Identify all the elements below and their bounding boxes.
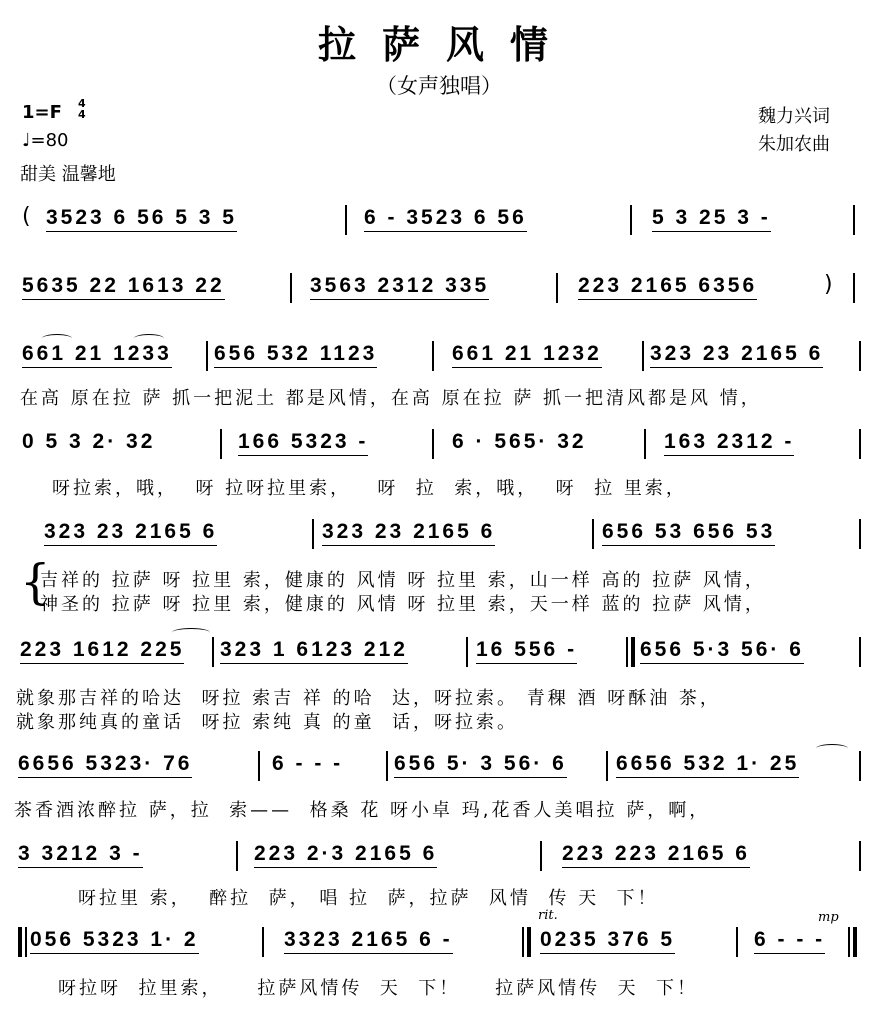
composer-credit: 朱加农曲: [758, 134, 830, 155]
notation-line-8-m2: 223 2·3 2165 6: [254, 842, 437, 868]
notation-line-2-m1: 5635 22 1613 22: [22, 274, 225, 300]
notation-line-8-m1: 3 3212 3 -: [18, 842, 143, 868]
barline: [258, 751, 260, 781]
barline: [345, 205, 347, 235]
expression-marking: 甜美 温馨地: [20, 164, 116, 185]
barline: [642, 341, 644, 371]
lyric-line-6-verse-2: 就象那纯真的童话 呀拉 索纯 真 的童 话，呀拉索。: [16, 712, 519, 733]
notation-line-9-m1: 056 5323 1· 2: [30, 928, 199, 954]
notation-line-4-m1: 0 5 3 2· 32: [22, 430, 156, 453]
repeat-start-barline-thick: [18, 927, 22, 957]
ritardando-marking: rit.: [538, 908, 558, 923]
lyric-line-3: 在高 原在拉 萨 抓一把泥土 都是风情，在高 原在拉 萨 抓一把清风都是风 情，: [20, 388, 762, 409]
lyric-line-8: 呀拉里 索， 醉拉 萨， 唱 拉 萨，拉萨 风情 传 天 下！: [78, 888, 659, 909]
barline: [859, 341, 861, 371]
song-subtitle: （女声独唱）: [376, 74, 502, 98]
barline: [644, 429, 646, 459]
notation-line-9-m4: 6 - - -: [754, 928, 825, 954]
notation-line-9-m3: 0235 376 5: [540, 928, 675, 954]
barline: [236, 841, 238, 871]
barline: [262, 927, 264, 957]
notation-line-1-m2: 6 - 3523 6 56: [364, 206, 527, 232]
barline: [312, 519, 314, 549]
barline: [432, 429, 434, 459]
barline: [556, 273, 558, 303]
lyric-line-4: 呀拉索，哦， 呀 拉呀拉里索， 呀 拉 索，哦， 呀 拉 里索，: [52, 478, 687, 499]
time-signature: 4 4: [78, 97, 86, 121]
notation-line-1-m3: 5 3 25 3 -: [652, 206, 771, 232]
notation-line-8-m3: 223 223 2165 6: [562, 842, 750, 868]
repeat-end-barline-thick: [527, 927, 531, 957]
barline: [859, 637, 861, 667]
lyric-line-5-verse-2: 神圣的 拉萨 呀 拉里 索，健康的 风情 呀 拉里 索，天一样 蓝的 拉萨 风情，: [40, 594, 766, 615]
lyric-line-9: 呀拉呀 拉里索， 拉萨风情传 天 下！ 拉萨风情传 天 下！: [58, 978, 698, 999]
barline: [853, 205, 855, 235]
notation-line-6-m3: 16 556 -: [476, 638, 577, 664]
close-paren: ): [824, 272, 833, 297]
repeat-end-barline: [522, 927, 524, 957]
final-barline: [848, 927, 850, 957]
notation-line-7-m1: 6656 5323· 76: [18, 752, 192, 778]
lyric-line-5-verse-1: 吉祥的 拉萨 呀 拉里 索，健康的 风情 呀 拉里 索，山一样 高的 拉萨 风情，: [40, 570, 766, 591]
notation-line-2-m2: 3563 2312 335: [310, 274, 489, 300]
barline: [290, 273, 292, 303]
barline: [859, 841, 861, 871]
notation-line-5-m2: 323 23 2165 6: [322, 520, 495, 546]
open-paren: (: [22, 204, 31, 229]
notation-line-7-m2: 6 - - -: [272, 752, 344, 775]
notation-line-3-m3: 661 21 1232: [452, 342, 602, 368]
lyric-line-7: 茶香酒浓醉拉 萨，拉 索—— 格桑 花 呀小卓 玛,花香人美唱拉 萨，啊，: [14, 800, 711, 821]
barline: [212, 637, 214, 667]
slur: [172, 628, 210, 637]
notation-line-3-m1: 661 21 1233: [22, 342, 172, 368]
barline: [630, 205, 632, 235]
notation-line-4-m3: 6 · 565· 32: [452, 430, 587, 453]
notation-line-5-m3: 656 53 656 53: [602, 520, 775, 546]
notation-line-1-m1: 3523 6 56 5 3 5: [46, 206, 237, 232]
notation-line-6-m1: 223 1612 225: [20, 638, 184, 664]
notation-line-7-m3: 656 5· 3 56· 6: [394, 752, 567, 778]
verse-brace: {: [20, 554, 51, 610]
barline: [220, 429, 222, 459]
barline: [859, 751, 861, 781]
notation-line-6-m4: 656 5·3 56· 6: [640, 638, 804, 664]
barline: [736, 927, 738, 957]
final-barline-thick: [853, 927, 857, 957]
notation-line-5-m1: 323 23 2165 6: [44, 520, 217, 546]
barline: [432, 341, 434, 371]
barline: [606, 751, 608, 781]
barline: [466, 637, 468, 667]
barline: [859, 429, 861, 459]
notation-line-2-m3: 223 2165 6356: [578, 274, 757, 300]
slur: [816, 744, 848, 753]
repeat-end-barline-thick: [631, 637, 635, 667]
notation-line-9-m2: 3323 2165 6 -: [284, 928, 453, 954]
notation-line-3-m2: 656 532 1123: [214, 342, 377, 368]
tempo-marking: ♩=80: [22, 130, 69, 151]
notation-line-6-m2: 323 1 6123 212: [220, 638, 408, 664]
notation-line-4-m4: 163 2312 -: [664, 430, 794, 456]
dynamic-marking: mp: [818, 910, 839, 925]
notation-line-3-m4: 323 23 2165 6: [650, 342, 823, 368]
barline: [206, 341, 208, 371]
lyricist-credit: 魏力兴词: [758, 106, 830, 127]
notation-line-7-m4: 6656 532 1· 25: [616, 752, 799, 778]
barline: [540, 841, 542, 871]
repeat-start-barline: [25, 927, 27, 957]
song-title: 拉萨风情: [318, 22, 575, 67]
barline: [853, 273, 855, 303]
notation-line-4-m2: 166 5323 -: [238, 430, 368, 456]
key-signature: 1=F: [22, 102, 62, 123]
barline: [386, 751, 388, 781]
repeat-end-barline: [626, 637, 628, 667]
barline: [592, 519, 594, 549]
lyric-line-6-verse-1: 就象那吉祥的哈达 呀拉 索吉 祥 的哈 达，呀拉索。 青稞 酒 呀酥油 茶，: [16, 688, 721, 709]
barline: [859, 519, 861, 549]
